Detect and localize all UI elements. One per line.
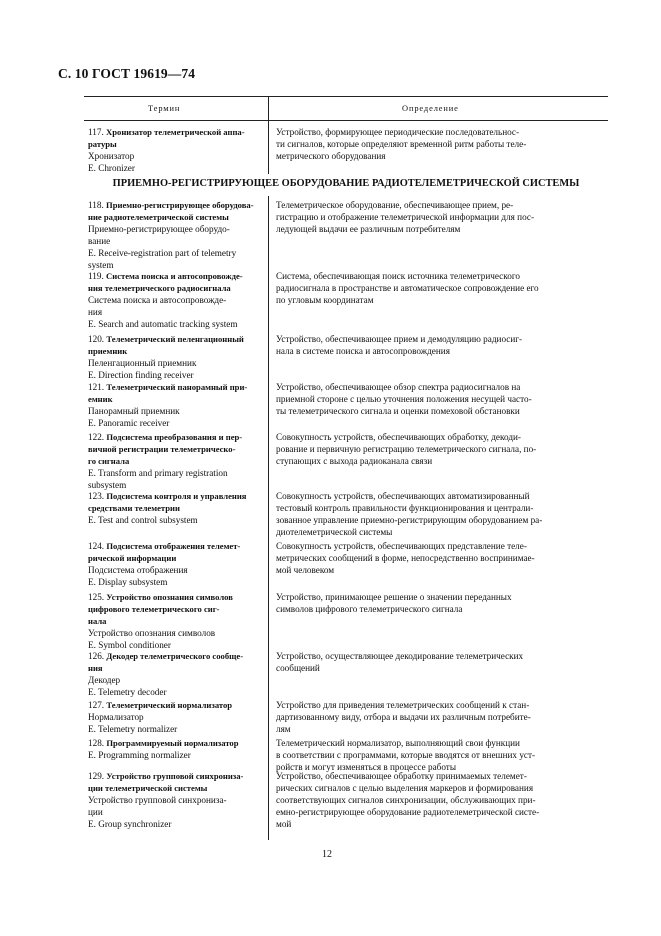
term-name: ние радиотелеметрической системы [88, 211, 229, 222]
definition-line: рических сигналов с целью выделения маркеров и формирования [276, 782, 534, 793]
term-name-line [88, 616, 268, 628]
definition-line: по угловым координатам [276, 294, 374, 305]
term-synonym-line: вание [88, 235, 111, 246]
term-entry [88, 700, 268, 736]
definition-line: Телеметрический нормализатор, выполняющий свои функции [276, 738, 520, 748]
definition-line: соответствующих сигналов синхронизации, обслуживающих при- [276, 794, 536, 805]
term-english-line: E. Panoramic receiver [88, 417, 170, 428]
definition-line: ти сигналов, которые определяют временной ритм работы теле- [276, 138, 527, 149]
page-header-title: С. 10 ГОСТ 19619—74 [58, 66, 196, 81]
definition-line: Устройство, обеспечивающее обзор спектра радиосигналов на [276, 382, 521, 392]
definition-entry [276, 541, 604, 577]
term-synonym-line: Панорамный приемник [88, 405, 180, 416]
term-name-line [88, 444, 268, 456]
definition-line: метрических сообщений в форме, непосредственно воспринимае- [276, 552, 535, 563]
definition-line: дартизованному виду, отбора и выдачи их различным потребите- [276, 711, 531, 722]
term-name-line [88, 394, 268, 406]
definition-line: ройств и могут изменяться в процессе работы [276, 761, 456, 772]
term-synonym-line: ции [88, 806, 103, 817]
term-synonym-line: Нормализатор [88, 711, 144, 722]
term-entry [88, 592, 268, 652]
term-name-line [88, 432, 268, 444]
term-english-line: E. Telemetry decoder [88, 686, 167, 697]
term-entry [88, 200, 268, 271]
definition-entry [276, 771, 604, 831]
table-header-rule [84, 120, 608, 121]
term-english-line: E. Programming normalizer [88, 749, 191, 760]
term-name: ния телеметрического радиосигнала [88, 282, 231, 293]
definition-line: сообщений [276, 662, 320, 673]
term-english-line: E. Transform and primary registration [88, 467, 228, 478]
term-name-line [88, 456, 268, 468]
definition-line: ледующей выдачи ее различным потребителям [276, 223, 461, 234]
term-synonym-line: Приемно-регистрирующее оборудо- [88, 223, 230, 234]
term-name: Телеметрический нормализатор [106, 700, 233, 710]
term-name-line [88, 651, 268, 663]
definition-line: нала в системе поиска и автосопровождения [276, 345, 450, 356]
term-english-line: E. Symbol conditioner [88, 639, 171, 650]
definition-line: Совокупность устройств, обеспечивающих обработку, декоди- [276, 432, 521, 442]
term-synonym-line: Декодер [88, 674, 121, 685]
page-number: 12 [322, 849, 332, 860]
term-name-line [88, 738, 268, 750]
term-name: Приемно-регистрирующее оборудова- [106, 200, 254, 210]
definition-entry [276, 651, 604, 675]
definition-line: Устройство, обеспечивающее прием и демодуляцию радиосиг- [276, 334, 523, 344]
table-top-rule [84, 96, 608, 97]
definition-line: в соответствии с программами, которые вводятся от внешних уст- [276, 749, 536, 760]
definition-line: лям [276, 723, 291, 734]
definition-line: Совокупность устройств, обеспечивающих представление теле- [276, 541, 527, 551]
term-number: 128. [88, 738, 105, 748]
definition-line: ступающих с выхода радиоканала связи [276, 455, 433, 466]
term-name: Декодер телеметрического сообще- [106, 651, 244, 661]
section-title: ПРИЕМНО-РЕГИСТРИРУЮЩЕЕ ОБОРУДОВАНИЕ РАДИОТЕЛЕМЕТРИЧЕСКОЙ СИСТЕМЫ [112, 178, 580, 189]
definition-line: метрического оборудования [276, 150, 386, 161]
term-name-line [88, 200, 268, 212]
definition-line: Телеметрическое оборудование, обеспечивающее прием, ре- [276, 200, 514, 210]
term-synonym-line: Система поиска и автосопровожде- [88, 294, 227, 305]
term-english-line: E. Receive-registration part of telemetry [88, 247, 237, 258]
definition-line: Система, обеспечивающая поиск источника телеметрического [276, 271, 520, 281]
column-divider-upper [268, 96, 269, 174]
term-synonym-line: Устройство групповой синхрониза- [88, 794, 227, 805]
term-english-line: E. Test and control subsystem [88, 514, 198, 525]
definition-line: Устройство, обеспечивающее обработку принимаемых телемет- [276, 771, 527, 781]
term-name: Телеметрический панорамный при- [106, 382, 248, 392]
term-name-line [88, 491, 268, 503]
term-number: 126. [88, 651, 105, 661]
term-number: 118. [88, 200, 104, 210]
term-entry [88, 491, 268, 527]
term-name: Система поиска и автосопровожде- [106, 271, 243, 281]
definition-line: зованное управление приемно-регистрирующим оборудованием ра- [276, 514, 543, 525]
term-name-line [88, 334, 268, 346]
definition-entry [276, 334, 604, 358]
term-number: 120. [88, 334, 105, 344]
definition-line: Устройство, принимающее решение о значении переданных [276, 592, 512, 602]
term-entry [88, 127, 268, 175]
term-synonym-line: Пеленгационный приемник [88, 357, 197, 368]
term-synonym-line: Устройство опознания символов [88, 627, 216, 638]
term-name-line [88, 553, 268, 565]
term-name: Хронизатор телеметрической аппа- [106, 127, 245, 137]
definition-entry [276, 127, 604, 163]
definition-line: мой [276, 818, 292, 829]
definition-line: емно-регистрирующее оборудование радиотелеметрической систе- [276, 806, 540, 817]
definition-line: Устройство, формирующее периодические последовательнос- [276, 127, 520, 137]
definition-entry [276, 491, 604, 539]
term-name-line [88, 127, 268, 139]
term-entry [88, 432, 268, 492]
definition-line: тестовый контроль правильности функционирования и централи- [276, 502, 534, 513]
term-synonym-line: ния [88, 306, 103, 317]
term-entry [88, 771, 268, 831]
term-name: ния [88, 662, 103, 673]
term-number: 129. [88, 771, 105, 781]
term-name-line [88, 283, 268, 295]
definition-line: символов цифрового телеметрического сигнала [276, 603, 463, 614]
term-name-line [88, 212, 268, 224]
term-name: Подсистема преобразования и пер- [106, 432, 243, 442]
term-english-line: system [88, 259, 114, 270]
term-name: емник [88, 393, 113, 404]
term-name: Телеметрический пеленгационный [106, 334, 244, 344]
definition-line: приемной стороне с целью уточнения положения несущей часто- [276, 393, 532, 404]
term-name: Подсистема контроля и управления [106, 491, 247, 501]
term-name-line [88, 771, 268, 783]
term-entry [88, 271, 268, 331]
column-divider-lower [268, 196, 269, 840]
definition-entry [276, 432, 604, 468]
term-name-line [88, 346, 268, 358]
term-name-line [88, 382, 268, 394]
definition-line: Устройство, осуществляющее декодирование телеметрических [276, 651, 524, 661]
term-name: средствами телеметрии [88, 502, 180, 513]
term-english-line: E. Telemetry normalizer [88, 723, 178, 734]
term-english-line: E. Direction finding receiver [88, 369, 194, 380]
term-number: 127. [88, 700, 105, 710]
term-number: 121. [88, 382, 105, 392]
term-name: Подсистема отображения телемет- [106, 541, 241, 551]
definition-entry [276, 700, 604, 736]
term-number: 124. [88, 541, 105, 551]
definition-entry [276, 592, 604, 616]
term-number: 123. [88, 491, 105, 501]
term-english-line: subsystem [88, 479, 127, 490]
term-entry [88, 541, 268, 589]
term-name-line [88, 503, 268, 515]
column-header-definition: Определение [402, 104, 459, 113]
term-synonym-line: Подсистема отображения [88, 564, 188, 575]
definition-line: Совокупность устройств, обеспечивающих автоматизированный [276, 491, 530, 501]
term-entry [88, 651, 268, 699]
term-name: Программируемый нормализатор [106, 738, 239, 748]
term-entry [88, 382, 268, 430]
term-name: цифрового телеметрического сиг- [88, 603, 220, 614]
term-name-line [88, 783, 268, 795]
term-name: Устройство опознания символов [106, 592, 233, 602]
term-name: ции телеметрической системы [88, 782, 208, 793]
term-name-line [88, 139, 268, 151]
definition-line: Устройство для приведения телеметрических сообщений к стан- [276, 700, 530, 710]
term-name: нала [88, 615, 107, 626]
term-name: вичной регистрации телеметрическо- [88, 443, 236, 454]
term-english-line: E. Display subsystem [88, 576, 168, 587]
term-name: приемник [88, 345, 128, 356]
term-name: ратуры [88, 138, 117, 149]
term-name-line [88, 592, 268, 604]
definition-line: гистрацию и отображение телеметрической информации для пос- [276, 211, 535, 222]
term-synonym-line: Хронизатор [88, 150, 135, 161]
term-number: 125. [88, 592, 105, 602]
term-entry [88, 334, 268, 382]
term-number: 122. [88, 432, 105, 442]
definition-entry [276, 738, 604, 774]
term-english-line: E. Group synchronizer [88, 818, 172, 829]
definition-line: рование и первичную регистрацию телеметрического сигнала, по- [276, 443, 537, 454]
term-name: Устройство групповой синхрониза- [106, 771, 244, 781]
term-number: 119. [88, 271, 104, 281]
definition-entry [276, 200, 604, 236]
definition-line: ты телеметрического сигнала и оценки помеховой обстановки [276, 405, 520, 416]
definition-line: диотелеметрической системы [276, 526, 393, 537]
term-name-line [88, 663, 268, 675]
definition-line: радиосигнала в пространстве и автоматическое сопровождение его [276, 282, 539, 293]
term-name-line [88, 271, 268, 283]
term-name: рической информации [88, 552, 177, 563]
definition-entry [276, 271, 604, 307]
term-english-line: E. Chronizer [88, 162, 135, 173]
term-entry [88, 738, 268, 762]
term-number: 117. [88, 127, 104, 137]
definition-line: мой человеком [276, 564, 335, 575]
term-name-line [88, 604, 268, 616]
term-name: го сигнала [88, 455, 130, 466]
term-name-line [88, 700, 268, 712]
term-name-line [88, 541, 268, 553]
column-header-term: Термин [148, 104, 181, 113]
term-english-line: E. Search and automatic tracking system [88, 318, 238, 329]
definition-entry [276, 382, 604, 418]
